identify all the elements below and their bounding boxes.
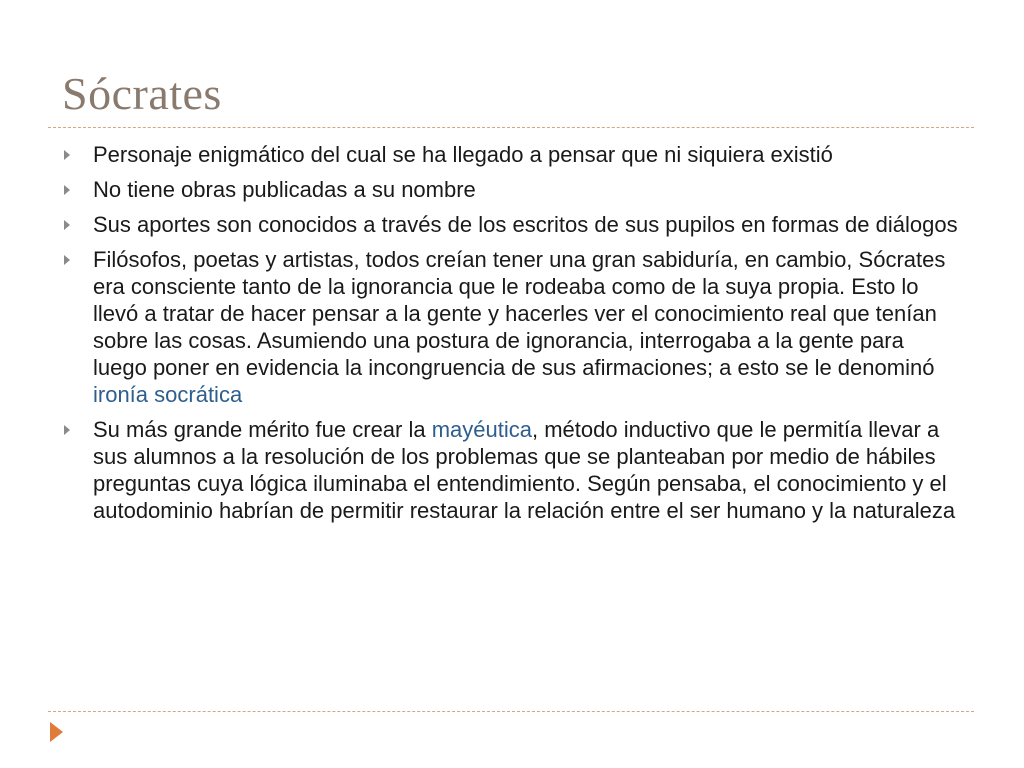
bullet-text: Personaje enigmático del cual se ha llegado a pensar que ni siquiera existió xyxy=(93,142,833,167)
bullet-item xyxy=(62,141,962,168)
ironia-socratica-link[interactable]: ironía socrática xyxy=(93,382,243,407)
bullet-item xyxy=(62,211,962,238)
triangle-right-icon xyxy=(64,255,70,265)
triangle-right-icon xyxy=(64,185,70,195)
slide-title: Sócrates xyxy=(62,68,222,119)
triangle-right-icon xyxy=(64,150,70,160)
bullet-list xyxy=(62,141,962,532)
bullet-item xyxy=(62,246,962,408)
bullet-item xyxy=(62,416,962,524)
bullet-text: Su más grande mérito fue crear la xyxy=(93,417,432,442)
title-divider xyxy=(48,127,974,128)
bullet-text: No tiene obras publicadas a su nombre xyxy=(93,177,476,202)
mayeutica-link[interactable]: mayéutica xyxy=(431,417,532,442)
arrow-right-icon xyxy=(50,722,63,742)
footer-divider xyxy=(48,711,974,712)
bullet-text: , método inductivo que le permitía llevar a sus alumnos a la resolución de los problemas que se planteaban por medio de hábiles preguntas cuya lógica iluminaba el entendimiento. Según pensaba, el conocimiento y el autodominio habrían de permitir restaurar la relación entre el ser humano y la naturaleza xyxy=(93,417,956,523)
bullet-text: Sus aportes son conocidos a través de los escritos de sus pupilos en formas de diálogos xyxy=(93,212,958,237)
triangle-right-icon xyxy=(64,425,70,435)
bullet-text: Filósofos, poetas y artistas, todos creían tener una gran sabiduría, en cambio, Sócrates era consciente tanto de la ignorancia que le rodeaba como de la suya propia. Esto lo llevó a tratar de hacer pensar a la gente y hacerles ver el conocimiento real que tenían sobre las cosas. Asumiendo una postura de ignorancia, interrogaba a la gente para luego poner en evidencia la incongruencia de sus afirmaciones; a esto se le denominó xyxy=(93,247,946,380)
triangle-right-icon xyxy=(64,220,70,230)
bullet-item xyxy=(62,176,962,203)
